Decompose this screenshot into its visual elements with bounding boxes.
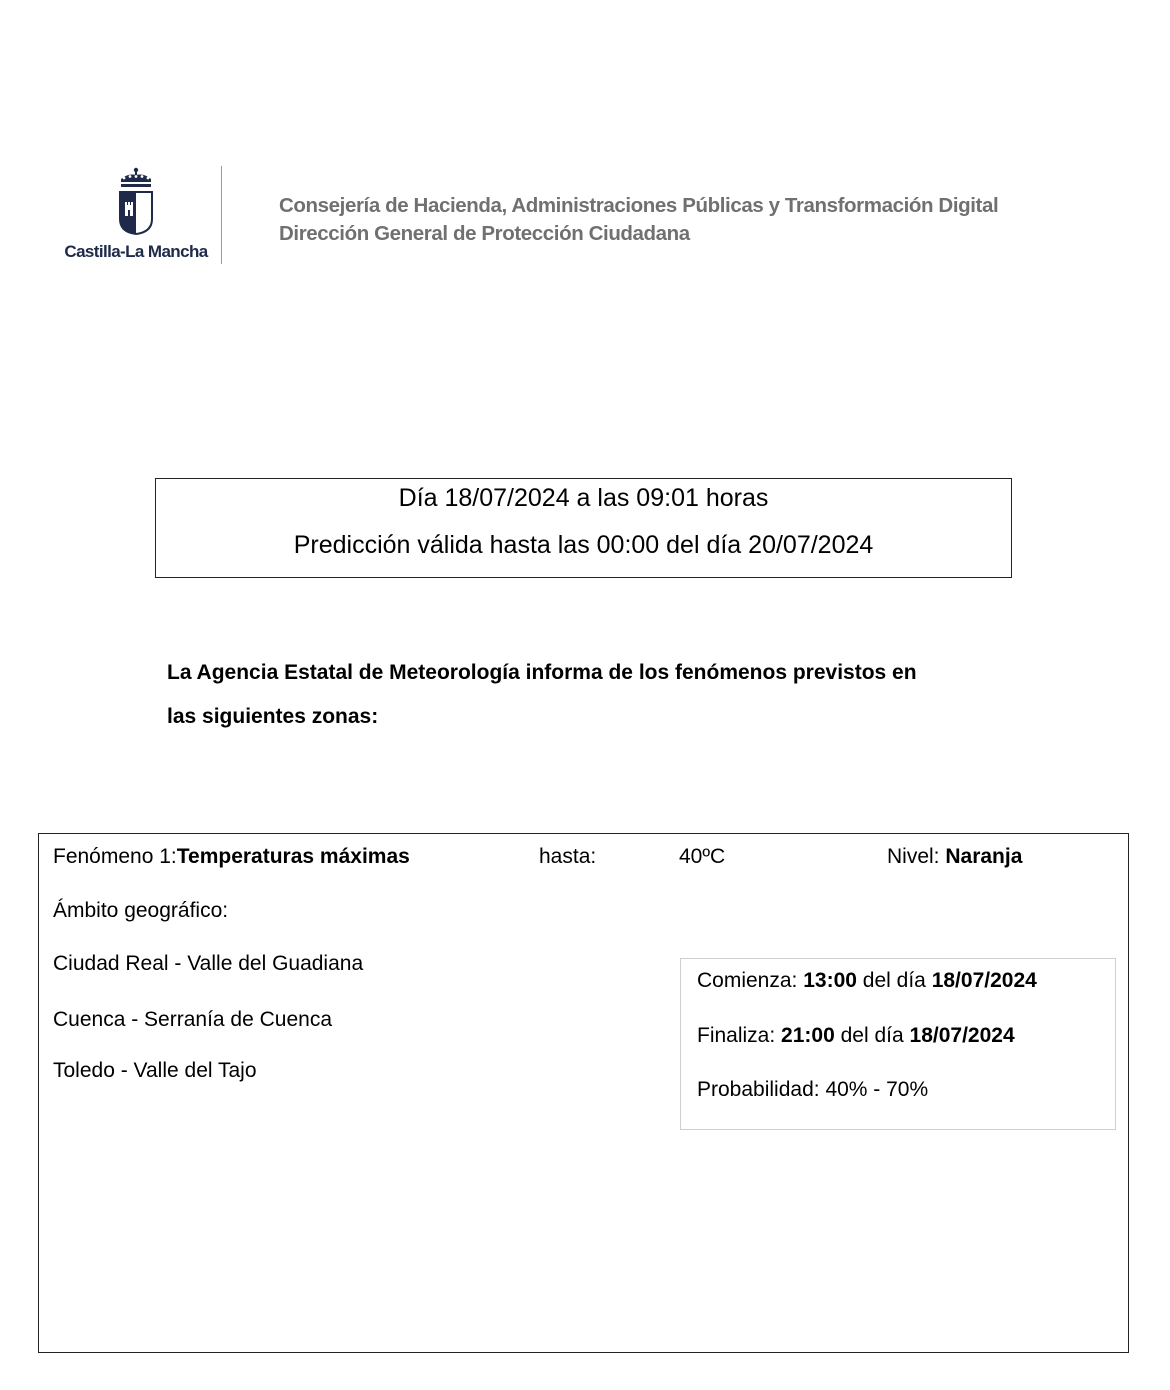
validity-datetime: Predicción válida hasta las 00:00 del día 20/07/2024 xyxy=(293,531,874,559)
threshold-value: 40ºC xyxy=(679,845,726,868)
start-date: 18/07/2024 xyxy=(931,969,1037,992)
geographic-scope-label: Ámbito geográfico: xyxy=(53,899,229,922)
intro-line-1: La Agencia Estatal de Meteorología informa de los fenómenos previstos en xyxy=(167,661,917,684)
list-item: Ciudad Real - Valle del Guadiana xyxy=(53,952,364,975)
logo-text: Castilla-La Mancha xyxy=(64,242,208,261)
warning-level xyxy=(887,845,1022,869)
organization-heading xyxy=(279,192,998,248)
phenomenon-title xyxy=(53,845,410,869)
end-mid: del día xyxy=(840,1024,904,1047)
list-item: Cuenca - Serranía de Cuenca xyxy=(53,1008,332,1031)
end-time: 21:00 xyxy=(781,1024,835,1047)
list-item: Toledo - Valle del Tajo xyxy=(53,1059,257,1082)
end-date: 18/07/2024 xyxy=(909,1024,1015,1047)
intro-line-2: las siguientes zonas: xyxy=(167,705,379,728)
header-divider xyxy=(221,166,222,264)
end-time-row xyxy=(697,1024,1015,1048)
level-label: Nivel: xyxy=(887,845,940,868)
directorate-name: Dirección General de Protección Ciudadana xyxy=(279,222,690,245)
probability-label: Probabilidad: xyxy=(697,1078,820,1101)
phenomenon-name: Temperaturas máximas xyxy=(176,845,410,868)
phenomenon-label: Fenómeno 1: xyxy=(53,845,177,868)
start-time-row xyxy=(697,969,1037,993)
level-value: Naranja xyxy=(945,845,1023,868)
start-time: 13:00 xyxy=(803,969,857,992)
crown-shield-icon xyxy=(116,167,156,237)
probability-row xyxy=(697,1078,928,1102)
intro-paragraph xyxy=(167,651,1047,739)
timing-box xyxy=(680,958,1116,1130)
logo-castilla-la-mancha xyxy=(56,165,216,265)
start-label: Comienza: xyxy=(697,969,798,992)
probability-value: 40% - 70% xyxy=(825,1078,929,1101)
ministry-name: Consejería de Hacienda, Administraciones Públicas y Transformación Digital xyxy=(279,194,999,217)
threshold-label: hasta: xyxy=(539,845,597,868)
issue-datetime: Día 18/07/2024 a las 09:01 horas xyxy=(398,484,769,512)
issue-date-box xyxy=(155,478,1012,578)
start-mid: del día xyxy=(862,969,926,992)
end-label: Finaliza: xyxy=(697,1024,776,1047)
phenomenon-card xyxy=(38,833,1129,1353)
